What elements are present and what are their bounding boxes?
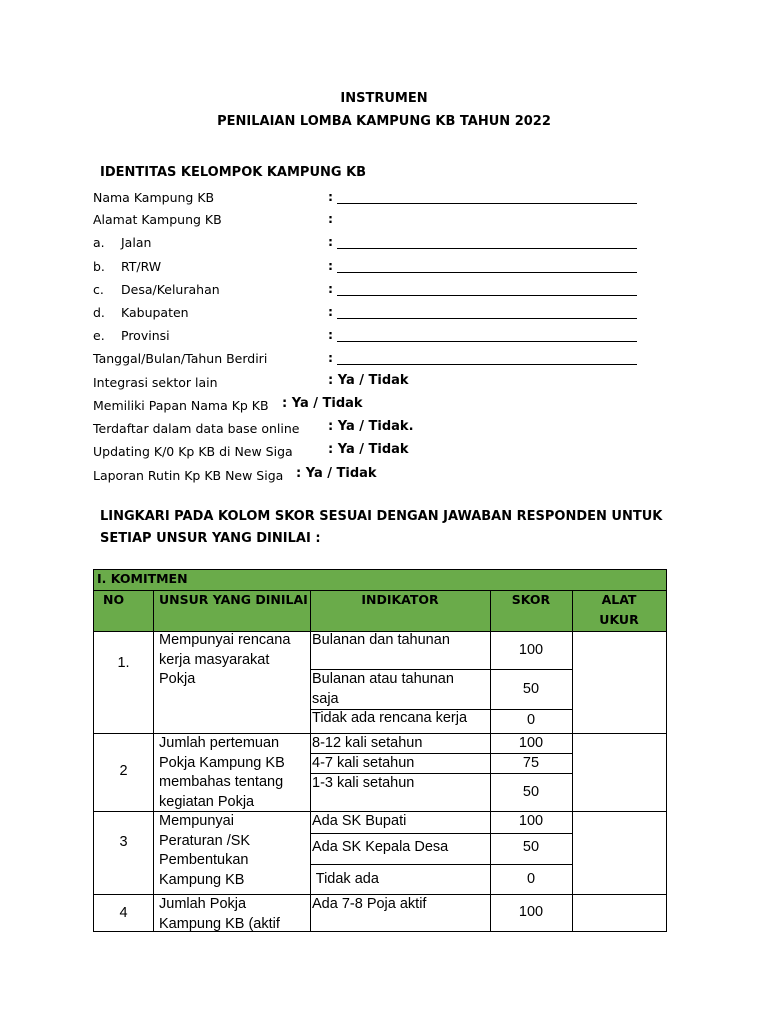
input-line-desa[interactable] [337,295,637,296]
label-terdaftar: Terdaftar dalam data base online [93,421,300,436]
letter-a: a. [93,235,105,250]
skor-cell[interactable]: 0 [526,871,536,887]
choice-integrasi[interactable]: : Ya / Tidak [328,373,409,388]
colon: : [328,234,333,249]
label-alamat: Alamat Kampung KB [93,212,222,227]
label-nama-kampung: Nama Kampung KB [93,190,215,205]
skor-cell[interactable]: 50 [522,784,540,800]
skor-cell[interactable]: 100 [518,642,544,658]
indikator-cell: Tidak ada [312,871,379,887]
unsur-cell: Jumlah Pokja Kampung KB (aktif [159,896,280,932]
document-subtitle: PENILAIAN LOMBA KAMPUNG KB TAHUN 2022 [217,114,551,129]
letter-c: c. [93,282,104,297]
input-line-nama[interactable] [337,203,637,204]
document-title: INSTRUMEN [340,91,428,106]
input-line-provinsi[interactable] [337,341,637,342]
unsur-cell: Mempunyai Peraturan /SK Pembentukan Kampung KB [159,813,251,888]
indikator-cell: 4-7 kali setahun [312,755,415,771]
letter-d: d. [93,305,105,320]
colon: : [328,327,333,342]
input-line-jalan[interactable] [337,248,637,249]
row-number: 2 [119,763,128,779]
skor-cell[interactable]: 100 [518,735,544,751]
instruction-line-1: LINGKARI PADA KOLOM SKOR SESUAI DENGAN JAWABAN RESPONDEN UNTUK [100,509,663,524]
skor-cell[interactable]: 75 [522,755,540,771]
unsur-cell: Mempunyai rencana kerja masyarakat Pokja [159,632,291,687]
label-desa-kelurahan: Desa/Kelurahan [121,282,220,297]
label-papan-nama: Memiliki Papan Nama Kp KB [93,398,269,413]
row-number: 1. [117,655,130,671]
colon: : [328,189,333,204]
indikator-cell: 1-3 kali setahun [312,775,415,791]
skor-cell[interactable]: 0 [526,712,536,728]
colon: : [328,350,333,365]
skor-cell[interactable]: 100 [518,904,544,920]
label-integrasi: Integrasi sektor lain [93,375,218,390]
indikator-cell: Ada 7-8 Poja aktif [312,896,427,912]
instruction-line-2: SETIAP UNSUR YANG DINILAI : [100,531,321,546]
indikator-cell: Ada SK Kepala Desa [312,839,449,855]
letter-e: e. [93,328,105,343]
choice-laporan[interactable]: : Ya / Tidak [296,466,377,481]
header-unsur: UNSUR YANG DINILAI [159,592,308,607]
indikator-cell: Tidak ada rencana kerja [312,710,468,726]
label-laporan: Laporan Rutin Kp KB New Siga [93,468,284,483]
header-no: NO [103,592,125,607]
section-title-komitmen: I. KOMITMEN [97,571,188,586]
label-provinsi: Provinsi [121,328,170,343]
choice-papan-nama[interactable]: : Ya / Tidak [282,396,363,411]
unsur-cell: Jumlah pertemuan Pokja Kampung KB membahas tentang kegiatan Pokja [159,735,285,810]
header-alat-ukur-line1: ALAT [601,592,637,607]
label-jalan: Jalan [121,235,152,250]
header-skor: SKOR [511,592,551,607]
input-line-rt-rw[interactable] [337,272,637,273]
colon: : [328,211,333,226]
label-updating: Updating K/0 Kp KB di New Siga [93,444,293,459]
choice-updating[interactable]: : Ya / Tidak [328,442,409,457]
row-number: 4 [119,905,128,921]
colon: : [328,258,333,273]
choice-terdaftar[interactable]: : Ya / Tidak. [328,419,414,434]
indikator-cell: 8-12 kali setahun [312,735,423,751]
indikator-cell: Bulanan atau tahunan saja [312,671,454,707]
skor-cell[interactable]: 50 [522,681,540,697]
indikator-cell: Bulanan dan tahunan [312,632,450,648]
colon: : [328,304,333,319]
label-rt-rw: RT/RW [121,259,162,274]
header-indikator: INDIKATOR [361,592,439,607]
skor-cell[interactable]: 100 [518,813,544,829]
label-kabupaten: Kabupaten [121,305,189,320]
colon: : [328,281,333,296]
skor-cell[interactable]: 50 [522,839,540,855]
header-alat-ukur-line2: UKUR [599,612,639,627]
label-tanggal-berdiri: Tanggal/Bulan/Tahun Berdiri [93,351,268,366]
input-line-kabupaten[interactable] [337,318,637,319]
indikator-cell: Ada SK Bupati [312,813,407,829]
letter-b: b. [93,259,105,274]
row-number: 3 [119,834,128,850]
identity-heading: IDENTITAS KELOMPOK KAMPUNG KB [100,165,367,180]
input-line-tanggal[interactable] [337,364,637,365]
